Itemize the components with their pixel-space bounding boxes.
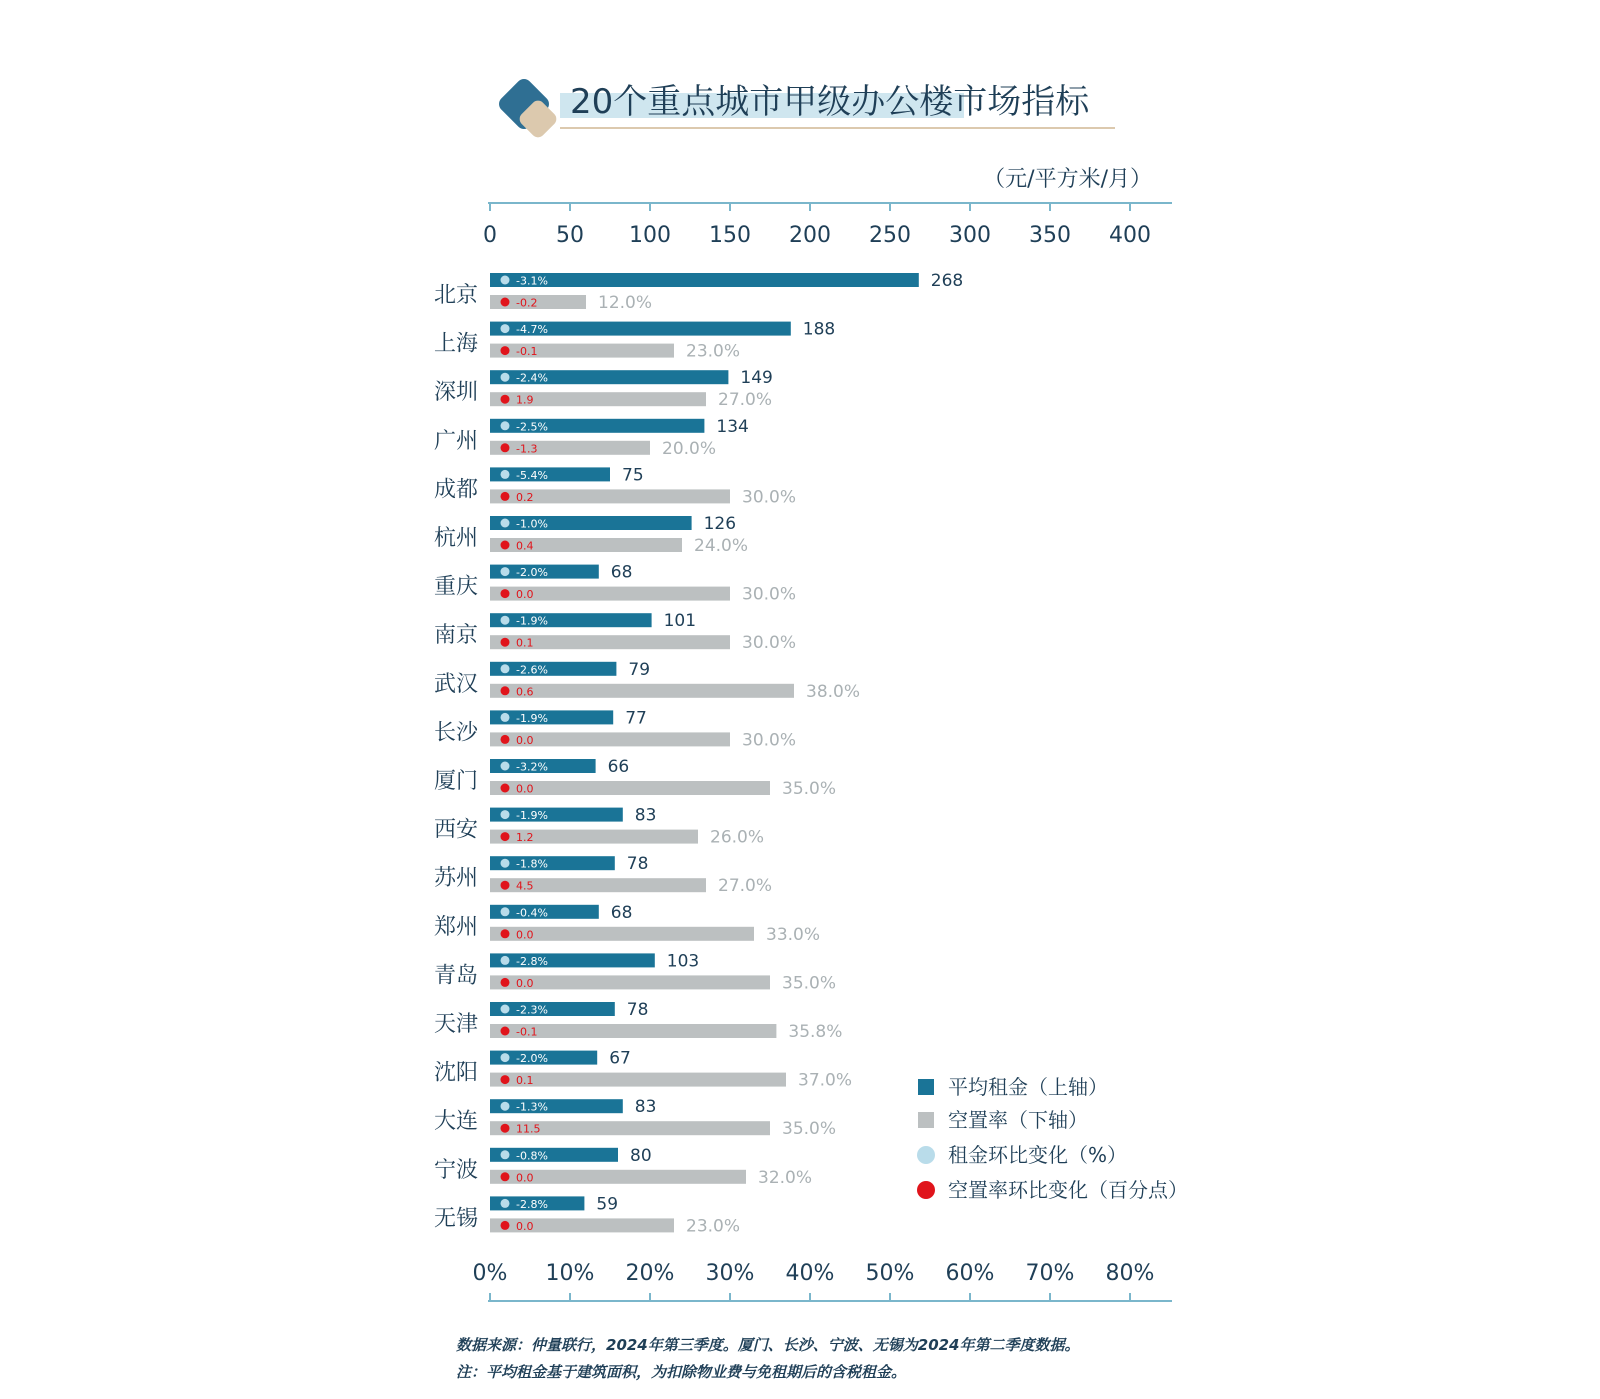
rent-change-label: -2.3% [516,1003,548,1017]
city-label: 深圳 [433,380,478,406]
top-axis-tick-label: 350 [1029,223,1071,248]
city-row [434,563,796,605]
vacancy-change-dot [501,298,510,307]
bottom-axis-tick-label: 80% [1105,1261,1155,1286]
top-axis-tick-label: 0 [483,223,497,248]
vacancy-value-label: 23.0% [686,1216,741,1237]
vacancy-value-label: 30.0% [742,584,797,605]
vacancy-change-label: 0.0 [516,733,534,747]
vacancy-change-label: 1.2 [516,831,534,845]
rent-change-dot [501,1053,510,1062]
rent-change-dot [501,762,510,771]
source-note: 数据来源：仲量联行，2024年第三季度。厦门、长沙、宁波、无锡为2024年第二季度数据。 [456,1336,1080,1354]
vacancy-change-label: 0.0 [516,588,534,602]
legend-rent-label: 平均租金（上轴） [948,1075,1108,1099]
vacancy-change-label: 0.1 [516,1074,534,1088]
city-row [434,903,820,945]
rent-change-dot [501,1102,510,1111]
city-label: 重庆 [433,574,478,600]
vacancy-change-label: 0.0 [516,976,534,990]
vacancy-change-dot [501,784,510,793]
rent-value-label: 68 [610,902,633,923]
vacancy-change-label: 0.4 [516,539,534,553]
rent-change-dot [501,567,510,576]
rent-value-label: 126 [703,514,737,534]
city-row [434,417,749,459]
rent-value-label: 68 [610,562,633,583]
bottom-axis-tick-label: 70% [1025,1261,1075,1286]
vacancy-value-label: 35.8% [788,1022,843,1042]
city-row [434,806,764,848]
rent-change-dot [501,810,510,819]
vacancy-change-dot [501,1124,510,1133]
rent-change-dot [501,1199,510,1208]
vacancy-value-label: 20.0% [662,438,717,459]
vacancy-change-label: 0.0 [516,782,534,796]
rent-bar [490,808,623,822]
rent-value-label: 59 [596,1194,619,1215]
rent-change-label: -0.8% [516,1149,548,1163]
legend [917,1075,1188,1202]
vacancy-change-label: 0.1 [516,636,534,650]
vacancy-bar [490,684,794,698]
vacancy-change-dot [501,1027,510,1036]
rent-bar [490,613,652,627]
city-label: 北京 [433,283,478,308]
vacancy-change-label: 0.2 [516,490,534,504]
vacancy-value-label: 24.0% [694,536,749,556]
rent-bar [490,1099,623,1113]
city-label: 沈阳 [433,1060,478,1086]
vacancy-change-label: 0.0 [516,1219,534,1233]
city-label: 青岛 [433,963,478,989]
vacancy-value-label: 23.0% [686,341,741,362]
city-row [434,514,748,556]
rent-value-label: 134 [716,416,749,437]
rent-change-label: -1.9% [516,809,548,823]
city-label: 宁波 [433,1157,478,1183]
rent-value-label: 66 [607,757,630,777]
vacancy-value-label: 33.0% [766,924,821,945]
vacancy-change-label: 1.9 [516,393,534,407]
legend-rent-change-label: 租金环比变化（%） [948,1143,1128,1167]
vacancy-change-label: -1.3 [516,442,538,456]
vacancy-change-dot [501,929,510,938]
vacancy-change-dot [501,881,510,890]
rent-change-label: -2.6% [516,663,548,677]
city-label: 苏州 [433,866,478,892]
rent-change-dot [501,1005,510,1014]
city-label: 长沙 [433,720,478,746]
city-label: 大连 [433,1109,478,1135]
legend-rent-swatch [918,1079,934,1095]
city-label: 郑州 [433,914,478,940]
vacancy-change-label: 0.6 [516,685,534,699]
rent-change-dot [501,1150,510,1159]
vacancy-change-dot [501,443,510,452]
legend-vacancy-change-label: 空置率环比变化（百分点） [948,1178,1188,1202]
vacancy-change-dot [501,492,510,501]
rent-change-label: -5.4% [516,468,548,482]
rent-change-dot [501,664,510,673]
city-row [434,271,963,313]
rent-change-label: -2.5% [516,420,548,434]
vacancy-change-label: -0.2 [516,296,538,310]
rent-change-dot [501,859,510,868]
top-axis-tick-label: 400 [1109,223,1151,248]
vacancy-value-label: 30.0% [742,487,797,508]
rent-change-label: -1.9% [516,711,548,725]
rent-change-dot [501,616,510,625]
rent-change-label: -2.0% [516,1052,548,1066]
bars-group [434,271,963,1236]
top-axis-tick-label: 50 [556,223,584,248]
city-label: 无锡 [433,1206,478,1232]
rent-change-dot [501,713,510,722]
city-row [434,465,796,507]
vacancy-change-dot [501,832,510,841]
rent-value-label: 78 [626,1000,649,1020]
city-row [434,1097,836,1139]
rent-value-label: 83 [634,1097,657,1118]
rent-change-label: -2.8% [516,1197,548,1211]
rent-value-label: 268 [930,271,964,291]
rent-change-dot [501,373,510,382]
bottom-axis-tick-label: 20% [625,1261,675,1286]
rent-change-dot [501,470,510,479]
bottom-axis-tick-label: 10% [545,1261,595,1286]
rent-change-dot [501,907,510,916]
rent-change-label: -1.8% [516,857,548,871]
rent-change-label: -3.1% [516,274,548,288]
vacancy-change-dot [501,541,510,550]
city-label: 上海 [433,331,478,357]
bottom-axis [473,1261,1172,1301]
rent-bar [490,953,655,967]
legend-rent-change-dot [917,1146,935,1164]
rent-change-label: -3.2% [516,760,548,774]
vacancy-value-label: 30.0% [742,633,797,654]
rent-change-label: -1.9% [516,614,548,628]
vacancy-change-label: -0.1 [516,345,538,359]
top-axis [483,203,1172,248]
rent-change-dot [501,421,510,430]
vacancy-value-label: 35.0% [782,779,837,799]
vacancy-change-label: 11.5 [516,1122,541,1136]
rent-value-label: 79 [628,659,651,680]
city-row [434,320,835,362]
city-row [434,708,796,750]
vacancy-change-dot [501,1075,510,1084]
vacancy-change-dot [501,395,510,404]
vacancy-value-label: 27.0% [718,390,773,411]
rent-change-dot [501,956,510,965]
rent-value-label: 77 [625,708,647,729]
bottom-axis-tick-label: 30% [705,1261,755,1286]
bottom-axis-tick-label: 40% [785,1261,835,1286]
city-label: 南京 [433,623,478,649]
vacancy-value-label: 12.0% [598,293,653,313]
legend-vacancy-swatch [918,1112,934,1128]
chart-title: 20个重点城市甲级办公楼市场指标 [570,82,1090,122]
rent-value-label: 103 [666,951,700,972]
city-row [434,1194,740,1236]
vacancy-change-dot [501,686,510,695]
city-row [434,1146,812,1188]
vacancy-bar [490,1073,786,1087]
vacancy-change-label: 4.5 [516,879,534,893]
vacancy-change-dot [501,346,510,355]
vacancy-bar [490,441,650,455]
vacancy-change-label: 0.0 [516,928,534,942]
city-label: 广州 [433,428,478,454]
vacancy-change-label: 0.0 [516,1171,534,1185]
city-label: 杭州 [433,526,478,551]
vacancy-value-label: 37.0% [798,1070,853,1091]
bottom-axis-tick-label: 60% [945,1261,995,1286]
rent-change-label: -2.8% [516,954,548,968]
title-logo-icon [496,76,559,140]
city-label: 成都 [433,477,478,503]
rent-value-label: 188 [802,319,836,340]
unit-label: （元/平方米/月） [983,167,1152,192]
city-row [434,611,796,653]
vacancy-change-dot [501,1172,510,1181]
vacancy-value-label: 38.0% [806,681,861,702]
vacancy-change-dot [501,589,510,598]
vacancy-change-dot [501,638,510,647]
vacancy-change-dot [501,978,510,987]
city-row [434,757,836,799]
rent-bar [490,273,919,287]
city-row [434,660,860,702]
city-row [434,854,772,896]
city-label: 武汉 [433,671,478,697]
rent-change-label: -1.3% [516,1100,548,1114]
vacancy-value-label: 27.0% [718,876,773,897]
rent-change-dot [501,276,510,285]
top-axis-tick-label: 200 [789,223,831,248]
definition-note: 注：平均租金基于建筑面积，为扣除物业费与免租期后的含税租金。 [456,1363,907,1381]
vacancy-change-dot [501,1221,510,1230]
vacancy-value-label: 30.0% [742,730,797,751]
rent-value-label: 67 [609,1048,631,1069]
rent-change-label: -2.0% [516,566,548,580]
bottom-axis-tick-label: 0% [472,1261,508,1286]
rent-change-dot [501,519,510,528]
rent-value-label: 101 [663,611,697,632]
city-label: 天津 [433,1012,478,1037]
city-label: 西安 [433,817,478,843]
city-row [434,1000,842,1042]
rent-change-label: -1.0% [516,517,548,531]
top-axis-tick-label: 150 [709,223,751,248]
rent-value-label: 83 [634,805,657,826]
rent-value-label: 80 [630,1145,652,1166]
city-label: 厦门 [433,769,478,794]
legend-vacancy-label: 空置率（下轴） [948,1108,1088,1132]
vacancy-value-label: 35.0% [782,973,837,994]
rent-change-label: -0.4% [516,906,548,920]
legend-vacancy-change-dot [917,1181,935,1199]
rent-value-label: 149 [740,368,773,389]
bottom-axis-tick-label: 50% [865,1261,915,1286]
top-axis-tick-label: 100 [629,223,671,248]
city-row [434,951,836,993]
rent-value-label: 75 [622,465,644,486]
rent-value-label: 78 [626,854,649,875]
vacancy-value-label: 35.0% [782,1119,837,1140]
vacancy-value-label: 26.0% [710,827,765,848]
top-axis-tick-label: 300 [949,223,991,248]
top-axis-tick-label: 250 [869,223,911,248]
city-row [434,1049,852,1091]
vacancy-change-label: -0.1 [516,1025,538,1039]
rent-change-dot [501,324,510,333]
rent-change-label: -4.7% [516,323,548,337]
vacancy-value-label: 32.0% [758,1167,813,1188]
city-row [434,368,773,410]
rent-change-label: -2.4% [516,371,548,385]
vacancy-change-dot [501,735,510,744]
